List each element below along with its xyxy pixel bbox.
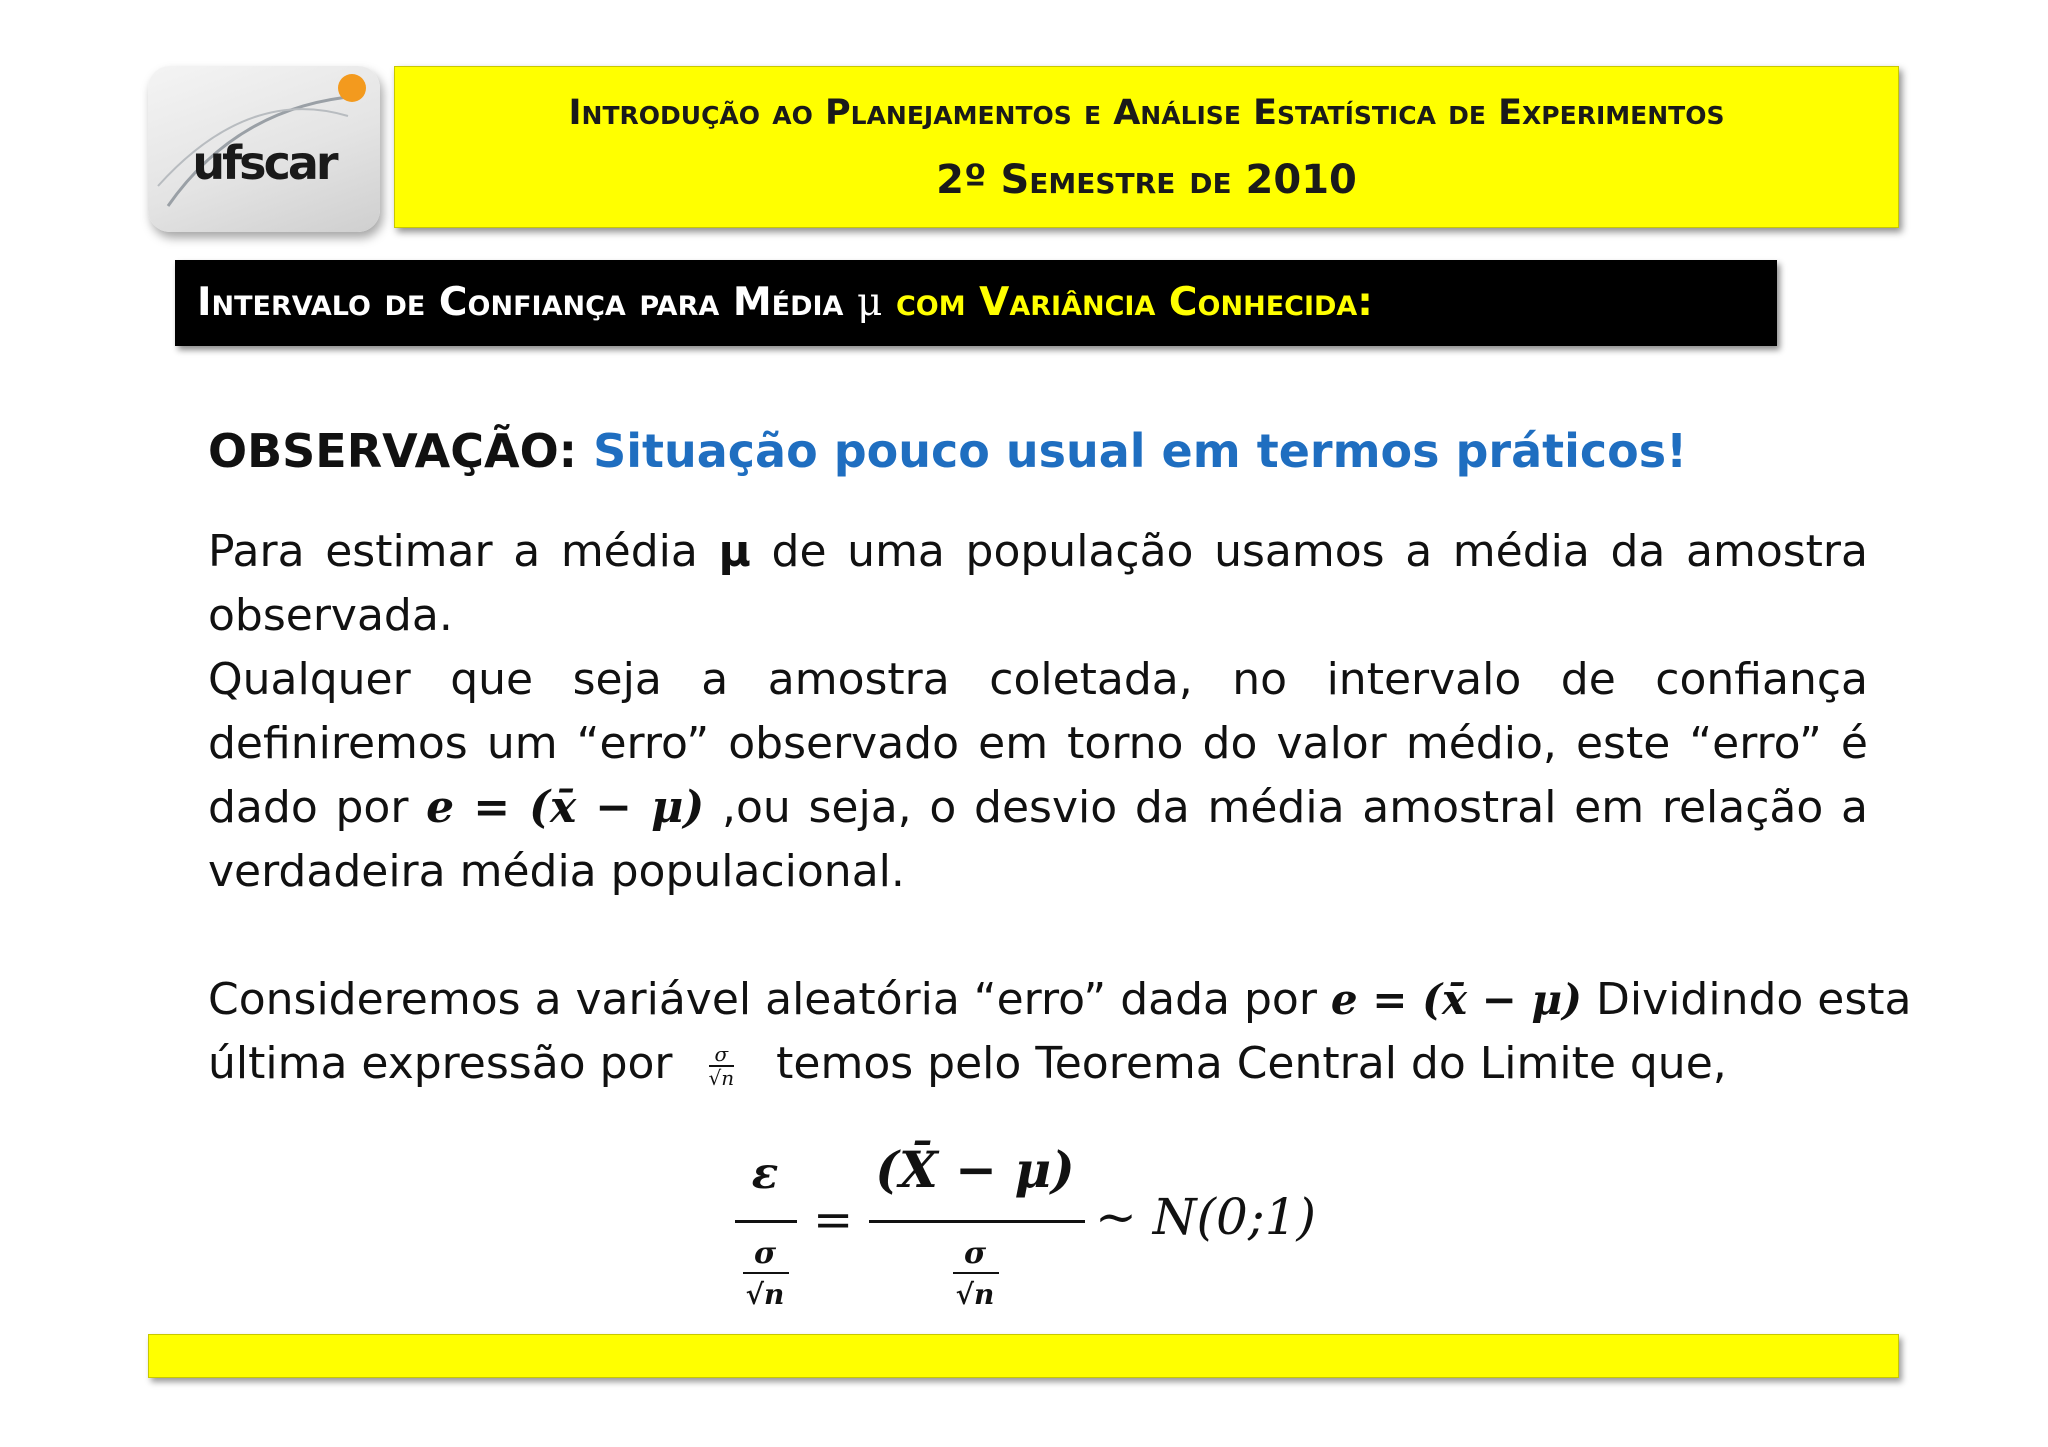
- section-title-yellow: com Variância Conhecida:: [895, 280, 1373, 325]
- sqrt-n: √n: [745, 1278, 785, 1311]
- text-span: dado por: [208, 782, 409, 833]
- text-span: Para estimar a média: [208, 526, 698, 577]
- observation-line: [208, 424, 1687, 478]
- mu-bold: μ: [718, 526, 751, 577]
- sigma: σ: [753, 1236, 777, 1271]
- observation-text: Situação pouco usual em termos práticos!: [593, 424, 1688, 478]
- section-title-bar: [175, 260, 1777, 346]
- paragraph-1-line-2: observada.: [208, 590, 453, 641]
- sigma: σ: [963, 1236, 987, 1271]
- text-span: de uma população usamos a média da amostra: [771, 526, 1868, 577]
- header-banner: [394, 66, 1899, 228]
- paragraph-3-line-2: [208, 1032, 1868, 1096]
- text-span: temos pelo Teorema Central do Limite que,: [776, 1038, 1727, 1089]
- text-span: Consideremos a variável aleatória “erro” dada por: [208, 974, 1317, 1025]
- fraction-numerator: σ: [709, 1043, 735, 1067]
- observation-label: OBSERVAÇÃO:: [208, 424, 578, 478]
- error-formula: e = (x̄ − μ): [426, 782, 705, 833]
- paragraph-2-line-2: definiremos um “erro” observado em torno do valor médio, este “erro” é: [208, 718, 1868, 769]
- text-span: ,ou seja, o desvio da média amostral em relação a: [721, 782, 1868, 833]
- footer-bar: [148, 1334, 1899, 1378]
- text-span: última expressão por: [208, 1038, 673, 1089]
- epsilon: ε: [751, 1148, 779, 1199]
- logo-wordmark: ufscar: [192, 136, 336, 190]
- fraction-bar: [869, 1220, 1085, 1223]
- mu-symbol: μ: [857, 280, 883, 325]
- equals-sign: =: [813, 1192, 854, 1248]
- orange-dot-icon: [338, 74, 366, 102]
- paragraph-2-line-1: Qualquer que seja a amostra coletada, no intervalo de confiança: [208, 654, 1868, 705]
- ufscar-logo: [148, 66, 380, 232]
- paragraph-2-line-3: [208, 776, 1868, 840]
- sigma-over-sqrt-n-fraction: [709, 1043, 735, 1089]
- fraction-bar: [743, 1272, 789, 1274]
- paragraph-2-line-4: verdadeira média populacional.: [208, 846, 905, 897]
- paragraph-3-line-1: [208, 968, 1912, 1032]
- error-formula-2: e = (x̄ − μ): [1330, 975, 1583, 1024]
- fraction-bar: [953, 1272, 999, 1274]
- course-title: Introdução ao Planejamentos e Análise Estatística de Experimentos: [568, 93, 1725, 133]
- paragraph-1-line-1: [208, 520, 1868, 584]
- section-title-white: Intervalo de Confiança para Média: [197, 280, 844, 325]
- sqrt-n: √n: [955, 1278, 995, 1311]
- standardized-error-equation: [735, 1132, 1335, 1327]
- semester-title: 2º Semestre de 2010: [936, 157, 1357, 203]
- normal-distribution: ~ N(0;1): [1095, 1188, 1317, 1246]
- text-span: Dividindo esta: [1596, 974, 1912, 1025]
- numerator: (X̄ − μ): [875, 1140, 1075, 1199]
- fraction-denominator: √n: [708, 1066, 735, 1090]
- fraction-bar: [735, 1220, 797, 1223]
